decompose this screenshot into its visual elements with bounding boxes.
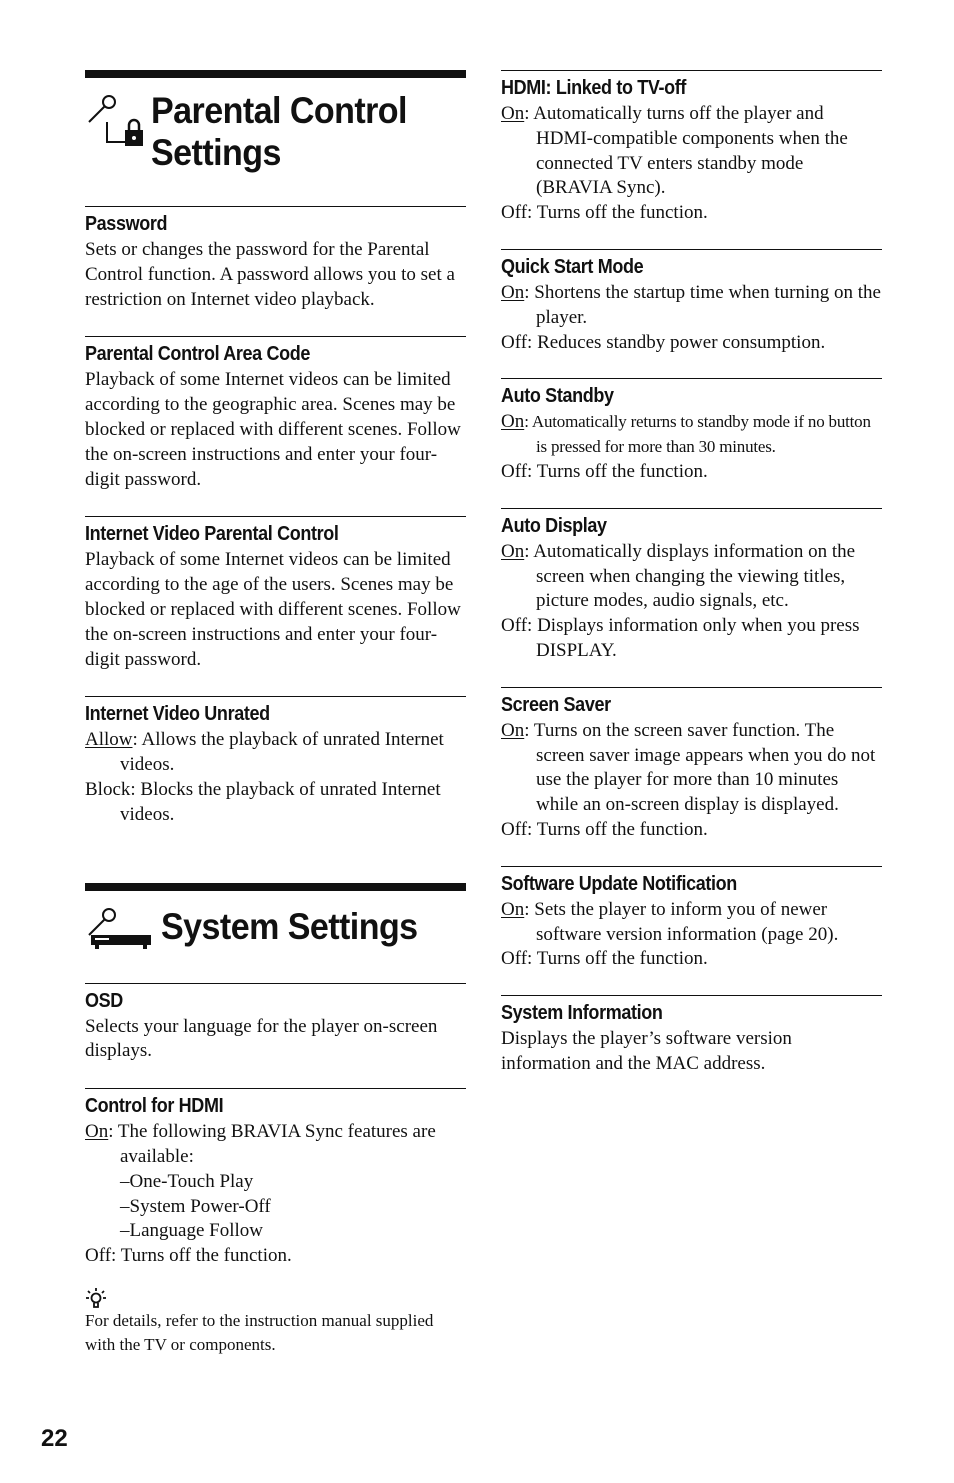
page-number: 22	[41, 1425, 68, 1452]
option-text: : Turns off the function.	[527, 948, 708, 970]
item-description: Sets or changes the password for the Parental Control function. A password allows you to set a restriction on Internet video playback.	[85, 239, 455, 310]
option-text: : Automatically returns to standby mode if no button is pressed for more than 30 minutes.	[524, 412, 871, 457]
left-column	[85, 70, 466, 1357]
right-column	[501, 70, 882, 1077]
item-title: Parental Control Area Code	[85, 343, 311, 366]
osd-item	[85, 983, 466, 1065]
page-title: Parental Control Settings	[151, 90, 407, 173]
quick-start-mode-item	[501, 249, 882, 355]
off-option	[501, 460, 882, 485]
internet-video-unrated-item	[85, 696, 466, 827]
off-option	[501, 614, 882, 664]
password-item	[85, 206, 466, 312]
on-option	[501, 281, 882, 331]
option-label: Off	[501, 202, 528, 224]
system-settings-heading	[85, 883, 466, 955]
option-label: Off	[501, 948, 528, 970]
on-option	[501, 898, 882, 948]
option-text: : Turns off the function.	[527, 818, 708, 840]
option-text: : Blocks the playback of unrated Internet videos.	[120, 778, 441, 825]
item-title: Internet Video Parental Control	[85, 523, 339, 546]
on-option	[501, 102, 882, 201]
list-item: –One-Touch Play	[120, 1170, 254, 1192]
option-text: : Turns off the function.	[527, 460, 708, 482]
parental-control-heading	[85, 70, 466, 174]
option-label: On	[501, 103, 525, 124]
option-label: Off	[501, 331, 528, 353]
option-text: : Automatically displays information on the screen when changing the viewing titles, picture modes, audio signals, etc.	[524, 540, 856, 612]
feature-list	[85, 1170, 466, 1244]
option-text: : Sets the player to inform you of newer software version information (page 20).	[524, 898, 839, 945]
item-title: Screen Saver	[501, 693, 611, 716]
list-item: –Language Follow	[120, 1220, 264, 1242]
item-title: HDMI: Linked to TV-off	[501, 77, 687, 99]
item-title: Auto Display	[501, 514, 607, 537]
item-title: OSD	[85, 989, 123, 1012]
option-text: : Shortens the startup time when turning on the player.	[524, 281, 881, 328]
option-label: On	[501, 719, 525, 741]
item-title: Quick Start Mode	[501, 255, 644, 278]
item-title: Software Update Notification	[501, 872, 737, 895]
hdmi-linked-to-tv-off-item	[501, 70, 882, 226]
option-label: On	[501, 898, 525, 920]
option-label: Block	[85, 778, 131, 800]
on-option	[85, 1120, 466, 1170]
on-option	[501, 719, 882, 818]
allow-option	[85, 728, 466, 778]
auto-standby-item	[501, 378, 882, 484]
software-update-notification-item	[501, 866, 882, 972]
option-label: On	[501, 281, 525, 303]
list-item: –System Power-Off	[120, 1195, 271, 1217]
wrench-player-icon	[85, 905, 155, 955]
on-option	[501, 410, 882, 460]
hint-note	[85, 1287, 466, 1357]
option-label: On	[85, 1121, 109, 1143]
option-text: : Automatically turns off the player and HDMI-compatible components when the connected TV enters standby mode (BRAVIA Sync).	[524, 103, 848, 199]
item-description: Displays the player’s software version information and the MAC address.	[501, 1028, 792, 1074]
option-text: : Turns on the screen saver function. The screen saver image appears when you do not use the player for more than 10 minutes while an on-screen display is displayed.	[524, 719, 876, 816]
off-option	[501, 818, 882, 843]
off-option	[501, 201, 882, 226]
item-title: Password	[85, 213, 168, 235]
option-label: Off	[501, 818, 528, 840]
option-label: Off	[501, 460, 528, 482]
option-label: Off	[501, 615, 528, 637]
off-option	[85, 1244, 466, 1269]
option-text: : Allows the playback of unrated Internet videos.	[120, 729, 444, 776]
option-text: : Reduces standby power consumption.	[527, 331, 826, 353]
option-text: : Turns off the function.	[527, 202, 708, 224]
off-option	[501, 947, 882, 972]
on-option	[501, 540, 882, 614]
off-option	[501, 331, 882, 356]
option-label: On	[501, 540, 525, 562]
item-description: Selects your language for the player on-screen displays.	[85, 1015, 438, 1062]
hint-text: For details, refer to the instruction manual supplied with the TV or components.	[85, 1310, 434, 1354]
screen-saver-item	[501, 687, 882, 843]
item-title: Control for HDMI	[85, 1095, 224, 1118]
lightbulb-icon	[85, 1287, 107, 1309]
option-label: Off	[85, 1245, 112, 1267]
item-title: System Information	[501, 1002, 663, 1025]
section-title: System Settings	[161, 905, 418, 947]
block-option	[85, 778, 466, 828]
wrench-lock-icon	[85, 92, 145, 150]
option-text: : The following BRAVIA Sync features are available:	[108, 1121, 436, 1167]
item-title: Internet Video Unrated	[85, 703, 270, 726]
option-label: On	[501, 411, 525, 433]
option-text: : Displays information only when you press DISPLAY.	[527, 615, 860, 661]
option-label: Allow	[85, 729, 133, 751]
area-code-item	[85, 336, 466, 492]
auto-display-item	[501, 508, 882, 664]
control-for-hdmi-item	[85, 1088, 466, 1269]
item-description: Playback of some Internet videos can be limited according to the geographic area. Scenes may be blocked or replaced with different scenes. Follow the on-screen instructions and enter your four-digit password.	[85, 369, 461, 490]
item-description: Playback of some Internet videos can be limited according to the age of the users. Scenes may be blocked or replaced with different scenes. Follow the on-screen instructions and enter your four-digit password.	[85, 549, 461, 670]
system-information-item	[501, 995, 882, 1077]
option-text: : Turns off the function.	[111, 1245, 292, 1267]
item-title: Auto Standby	[501, 385, 614, 408]
internet-video-parental-control-item	[85, 516, 466, 672]
